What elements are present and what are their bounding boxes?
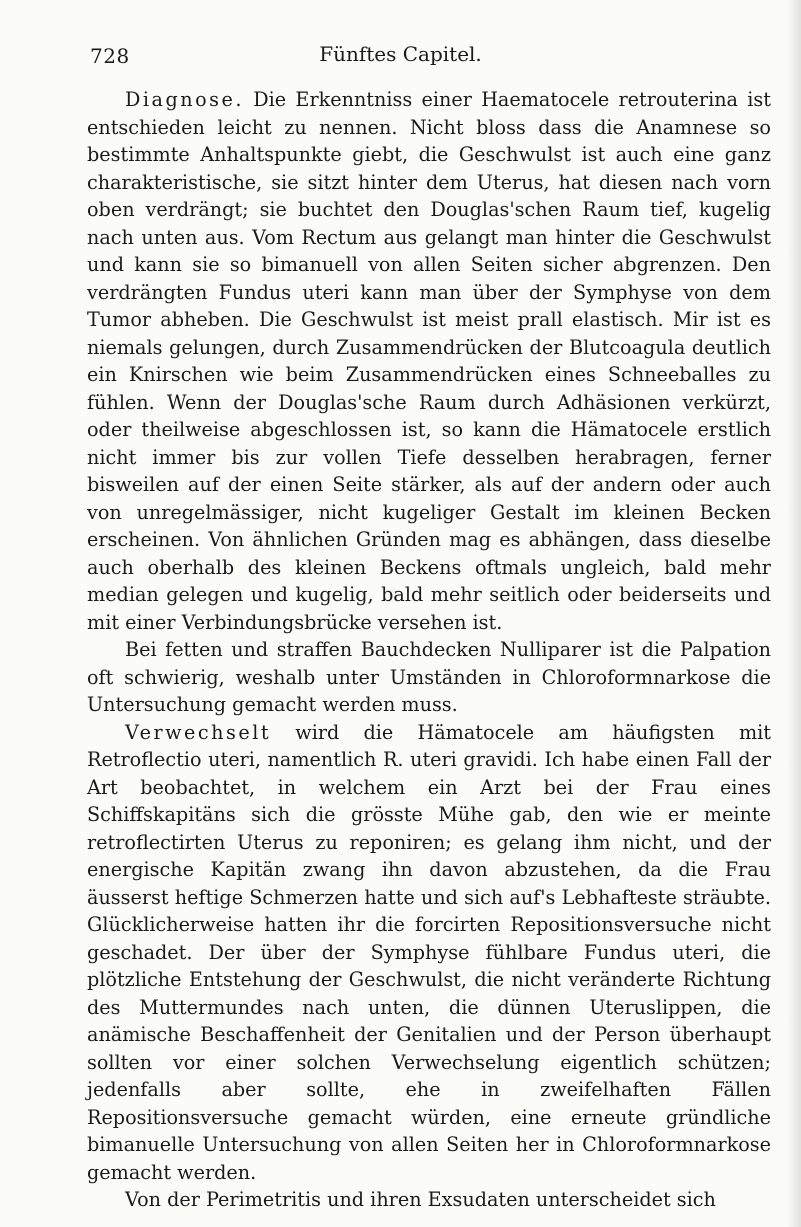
running-head: Fünftes Capitel.	[319, 42, 482, 66]
page-number: 728	[90, 44, 130, 68]
paragraph-verwechselt	[87, 719, 771, 1187]
page-header	[0, 0, 801, 80]
section-lead-diagnose: Diagnose.	[125, 88, 244, 111]
body-text	[87, 86, 771, 1214]
paragraph-text: Von der Perimetritis und ihren Exsudaten unterscheidet sich	[125, 1188, 716, 1211]
paragraph-text: Bei fetten und straffen Bauchdecken Nulliparer ist die Palpation oft schwierig, weshalb unter Umständen in Chloroformnarkose die Untersuchung gemacht werden muss.	[87, 638, 771, 716]
paragraph-palpation	[87, 636, 771, 719]
paragraph-diagnose	[87, 86, 771, 636]
page-edge-shadow	[787, 0, 801, 1227]
paragraph-perimetritis	[87, 1186, 771, 1214]
section-lead-verwechselt: Verwechselt	[125, 720, 272, 744]
paragraph-text: Die Erkenntniss einer Haematocele retrouterina ist entschieden leicht zu nennen. Nicht bloss dass die Anamnese so bestimmte Anhaltspunkte giebt, die Geschwulst ist auch eine ganz charakteristische, sie sitzt hinter dem Uterus, hat diesen nach vorn oben verdrängt; sie buchtet den Douglas'schen Raum tief, kugelig nach unten aus. Vom Rectum aus gelangt man hinter die Geschwulst und kann sie so bimanuell von allen Seiten sicher abgrenzen. Den verdrängten Fundus uteri kann man über der Symphyse von dem Tumor abheben. Die Geschwulst ist meist prall elastisch. Mir ist es niemals gelungen, durch Zusammendrücken der Blutcoagula deutlich ein Knirschen wie beim Zusammendrücken eines Schneeballes zu fühlen. Wenn der Douglas'sche Raum durch Adhäsionen verkürzt, oder theilweise abgeschlossen ist, so kann die Hämatocele erstlich nicht immer bis zur vollen Tiefe desselben herabragen, ferner bisweilen auf der einen Seite stärker, als auf der andern oder auch von unregelmässiger, nicht kugeliger Gestalt im kleinen Becken erscheinen. Von ähnlichen Gründen mag es abhängen, dass dieselbe auch oberhalb des kleinen Beckens oftmals ungleich, bald mehr median gelegen und kugelig, bald mehr seitlich oder beiderseits und mit einer Verbindungsbrücke versehen ist.	[87, 88, 771, 634]
paragraph-text: wird die Hämatocele am häufigsten mit Retroflectio uteri, namentlich R. uteri gravidi. Ich habe einen Fall der Art beobachtet, in welchem ein Arzt bei der Frau eines Schiffskapitäns sich die grösste Mühe gab, den wie er meinte retroflectirten Uterus zu reponiren; es gelang ihm nicht, und der energische Kapitän zwang ihn davon abzustehen, da die Frau äusserst heftige Schmerzen hatte und sich auf's Lebhafteste sträubte. Glücklicherweise hatten ihr die forcirten Repositionsversuche nicht geschadet. Der über der Symphyse fühlbare Fundus uteri, die plötzliche Entstehung der Geschwulst, die nicht veränderte Richtung des Muttermundes nach unten, die dünnen Uteruslippen, die anämische Beschaffenheit der Genitalien und der Person überhaupt sollten vor einer solchen Verwechselung eigentlich schützen; jedenfalls aber sollte, ehe in zweifelhaften Fällen Repositionsversuche gemacht würden, eine erneute gründliche bimanuelle Untersuchung von allen Seiten her in Chloroformnarkose gemacht werden.	[87, 720, 771, 1184]
